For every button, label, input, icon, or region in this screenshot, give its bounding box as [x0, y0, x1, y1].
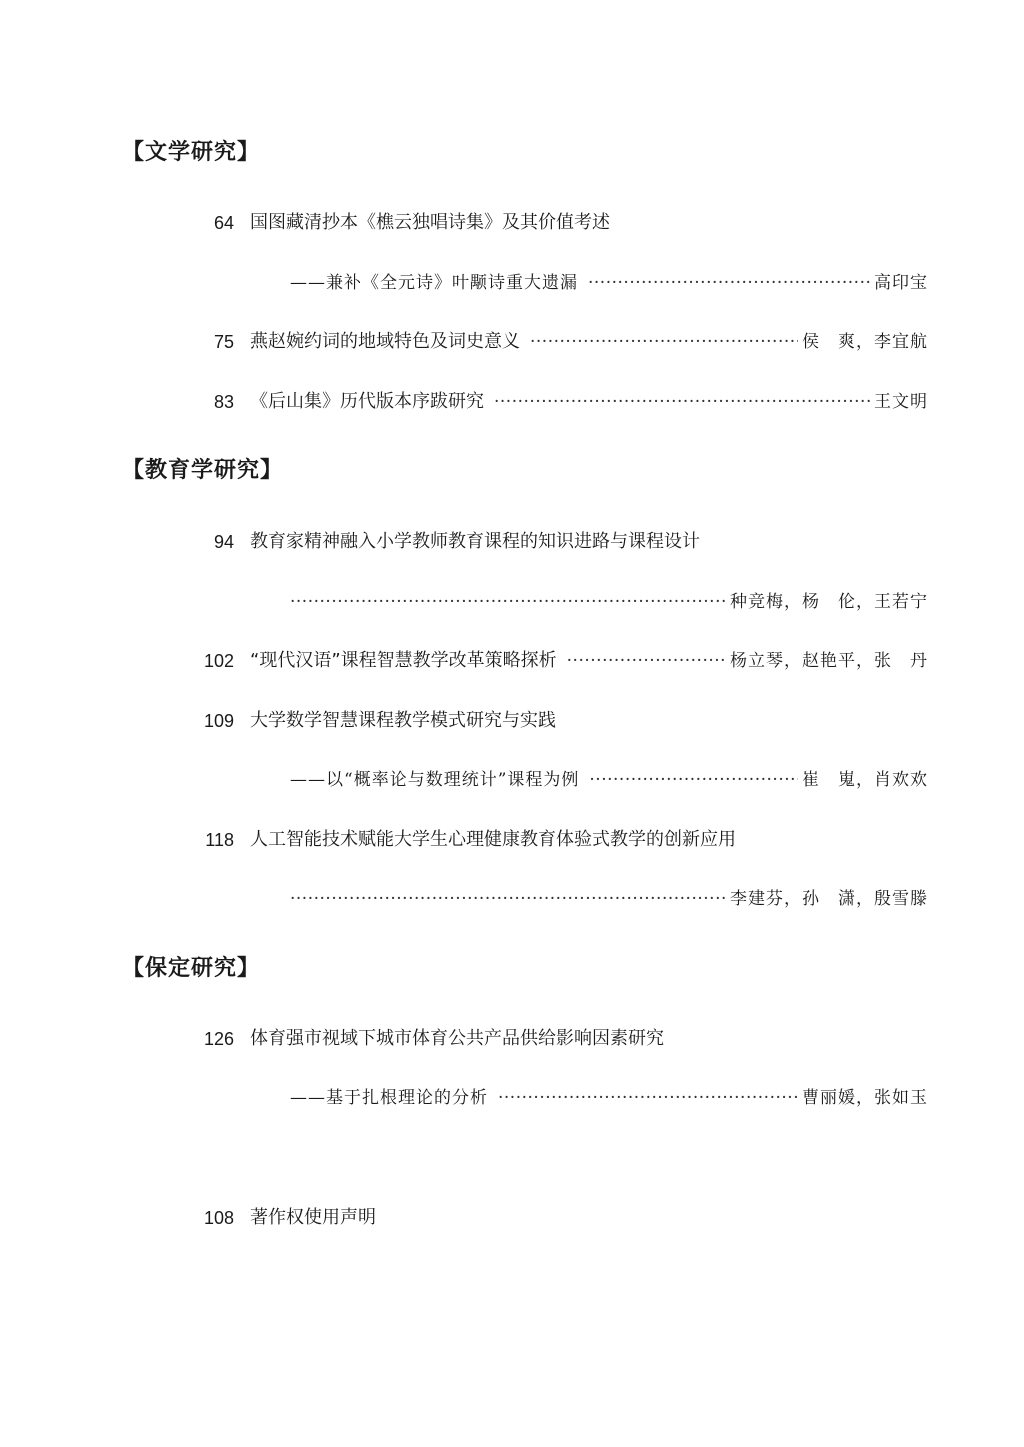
article-authors: 曹丽媛，张如玉: [802, 1088, 928, 1108]
article-title: 人工智能技术赋能大学生心理健康教育体验式教学的创新应用: [250, 829, 736, 850]
article-subtitle: ——兼补《全元诗》叶颙诗重大遗漏: [290, 273, 578, 293]
article-title: 《后山集》历代版本序跋研究: [250, 391, 484, 412]
article-title: “现代汉语”课程智慧教学改革策略探析: [250, 650, 557, 671]
section-heading-literature: 【文学研究】: [122, 140, 261, 165]
toc-entry[interactable]: [0, 527, 1024, 557]
page-number: 75: [213, 332, 234, 352]
article-title: 燕赵婉约词的地域特色及词史意义: [250, 331, 520, 352]
toc-entry-continuation: [0, 765, 1024, 795]
toc-entry[interactable]: [0, 208, 1024, 238]
dot-leader: [290, 884, 726, 914]
page-number: 118: [205, 830, 234, 850]
toc-entry-continuation: [0, 884, 1024, 914]
subtitle-line: [290, 268, 928, 298]
dot-leader: [567, 646, 726, 676]
page-number: 108: [203, 1208, 234, 1228]
page-number: 126: [203, 1029, 234, 1049]
toc-entry-copyright[interactable]: [0, 1203, 1024, 1233]
title-line: [250, 646, 928, 676]
page-number: 94: [213, 532, 234, 552]
dot-leader: [290, 587, 726, 617]
article-authors: 种竞梅，杨 伦，王若宁: [730, 592, 928, 612]
page-number: 64: [213, 213, 234, 233]
article-subtitle: ——基于扎根理论的分析: [290, 1088, 488, 1108]
article-authors: 杨立琴，赵艳平，张 丹: [730, 651, 928, 671]
toc-entry[interactable]: [0, 1024, 1024, 1054]
authors-line: [290, 587, 928, 617]
dot-leader: [494, 387, 870, 417]
dot-leader: [498, 1083, 798, 1113]
article-authors: 高印宝: [874, 273, 928, 293]
toc-entry-continuation: [0, 268, 1024, 298]
page-number: 109: [203, 711, 234, 731]
article-title: 教育家精神融入小学教师教育课程的知识进路与课程设计: [250, 531, 700, 552]
article-title: 体育强市视域下城市体育公共产品供给影响因素研究: [250, 1028, 664, 1049]
article-authors: 崔 嵬，肖欢欢: [802, 770, 928, 790]
toc-entry[interactable]: [0, 825, 1024, 855]
article-subtitle: ——以“概率论与数理统计”课程为例: [290, 770, 580, 790]
toc-entry[interactable]: [0, 327, 1024, 357]
section-heading-baoding: 【保定研究】: [122, 956, 261, 981]
page-number: 83: [213, 392, 234, 412]
dot-leader: [530, 327, 798, 357]
article-title: 大学数学智慧课程教学模式研究与实践: [250, 710, 556, 731]
article-title: 国图藏清抄本《樵云独唱诗集》及其价值考述: [250, 212, 610, 233]
article-authors: 侯 爽，李宜航: [802, 332, 928, 352]
toc-entry-continuation: [0, 587, 1024, 617]
article-title: 著作权使用声明: [250, 1207, 376, 1228]
dot-leader: [588, 268, 870, 298]
title-line: [250, 387, 928, 417]
subtitle-line: [290, 1083, 928, 1113]
toc-entry[interactable]: [0, 646, 1024, 676]
toc-entry[interactable]: [0, 706, 1024, 736]
toc-entry[interactable]: [0, 387, 1024, 417]
section-heading-education: 【教育学研究】: [122, 458, 284, 483]
article-authors: 李建芬，孙 潇，殷雪滕: [730, 889, 928, 909]
page-number: 102: [203, 651, 234, 671]
article-authors: 王文明: [874, 392, 928, 412]
title-line: [250, 327, 928, 357]
subtitle-line: [290, 765, 928, 795]
authors-line: [290, 884, 928, 914]
toc-entry-continuation: [0, 1083, 1024, 1113]
dot-leader: [589, 765, 798, 795]
